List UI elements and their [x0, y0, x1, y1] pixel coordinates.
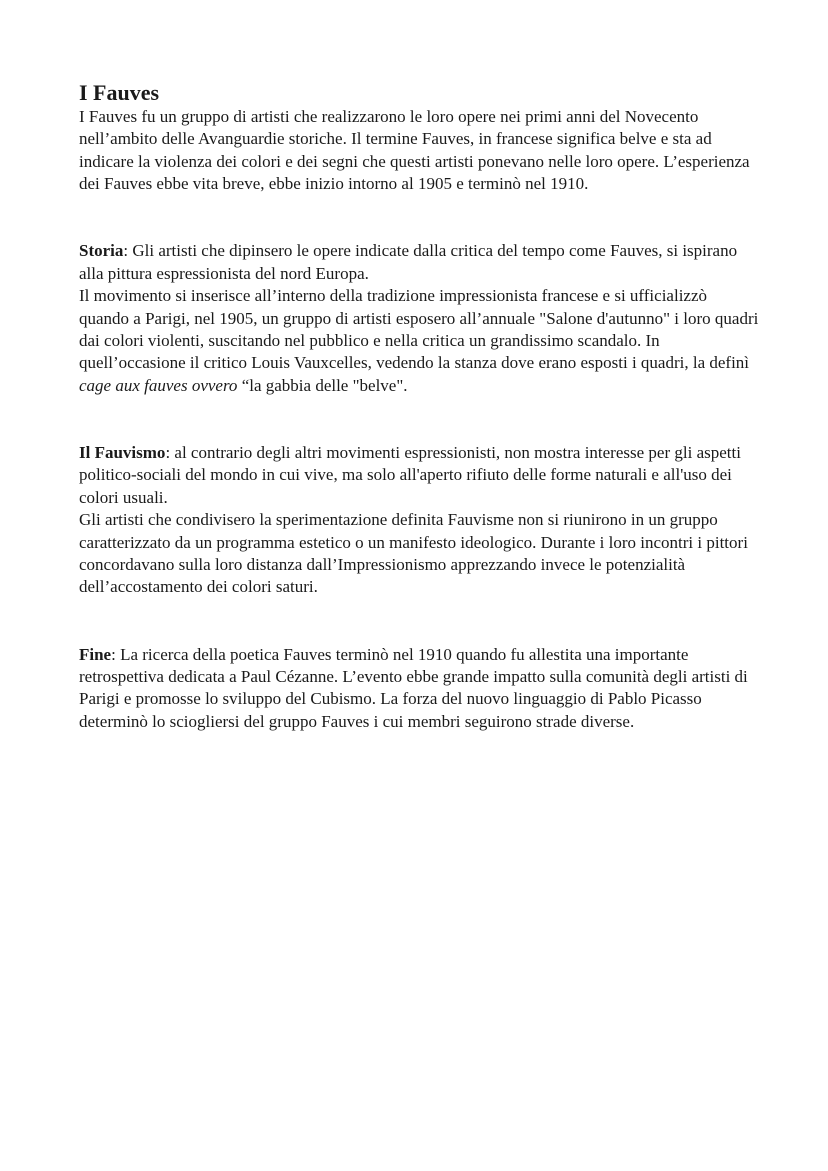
storia-paragraph-2 — [79, 285, 759, 397]
spacer — [79, 196, 759, 218]
document-page — [79, 80, 759, 733]
fine-paragraph — [79, 644, 759, 734]
storia-text-before: Il movimento si inserisce all’interno della tradizione impressionista francese e si ufficializzò quando a Parigi, nel 1905, un gruppo di artisti esposero all’annuale "Salone d'autunno" i loro quadri dai colori violenti, suscitando nel pubblico e nella critica un grandissimo scandalo. In quell’occasione il critico Louis Vauxcelles, vedendo la stanza dove erano esposti i quadri, la definì — [79, 286, 759, 373]
spacer — [79, 420, 759, 442]
storia-paragraph — [79, 240, 759, 285]
storia-text-after: “la gabbia delle "belve". — [237, 375, 408, 395]
fauvismo-paragraph-2: Gli artisti che condivisero la sperimentazione definita Fauvisme non si riunirono in un gruppo caratterizzato da un programma estetico o un manifesto ideologico. Durante i loro incontri i pittori concordavano sulla loro distanza dall’Impressionismo apprezzando invece le potenzialità dell’accostamento dei colori saturi. — [79, 510, 748, 597]
spacer — [79, 621, 759, 643]
spacer — [79, 218, 759, 240]
page-title: I Fauves — [79, 80, 160, 105]
spacer — [79, 397, 759, 419]
storia-label: Storia — [79, 241, 124, 261]
fauvismo-paragraph — [79, 442, 759, 509]
fauvismo-label: Il Fauvismo — [79, 443, 166, 463]
storia-italic-text: cage aux fauves ovvero — [79, 375, 238, 395]
fine-text: : La ricerca della poetica Fauves terminò nel 1910 quando fu allestita una importante retrospettiva dedicata a Paul Cézanne. L’evento ebbe grande impatto sulla comunità degli artisti di Parigi e promosse lo sviluppo del Cubismo. La forza del nuovo linguaggio di Pablo Picasso determinò lo sciogliersi del gruppo Fauves i cui membri seguirono strade diverse. — [79, 644, 748, 731]
fine-label: Fine — [79, 644, 112, 664]
fauvismo-text: : al contrario degli altri movimenti espressionisti, non mostra interesse per gli aspetti politico-sociali del mondo in cui vive, ma solo all'aperto rifiuto delle forme naturali e all'uso dei colori usuali. — [79, 443, 741, 507]
storia-text: : Gli artisti che dipinsero le opere indicate dalla critica del tempo come Fauves, si ispirano alla pittura espressionista del nord Europa. — [79, 241, 738, 283]
spacer — [79, 599, 759, 621]
intro-paragraph: I Fauves fu un gruppo di artisti che realizzarono le loro opere nei primi anni del Novecento nell’ambito delle Avanguardie storiche. Il termine Fauves, in francese significa belve e sta ad indicare la violenza dei colori e dei segni che questi artisti ponevano nelle loro opere. L’esperienza dei Fauves ebbe vita breve, ebbe inizio intorno al 1905 e terminò nel 1910. — [79, 107, 750, 194]
